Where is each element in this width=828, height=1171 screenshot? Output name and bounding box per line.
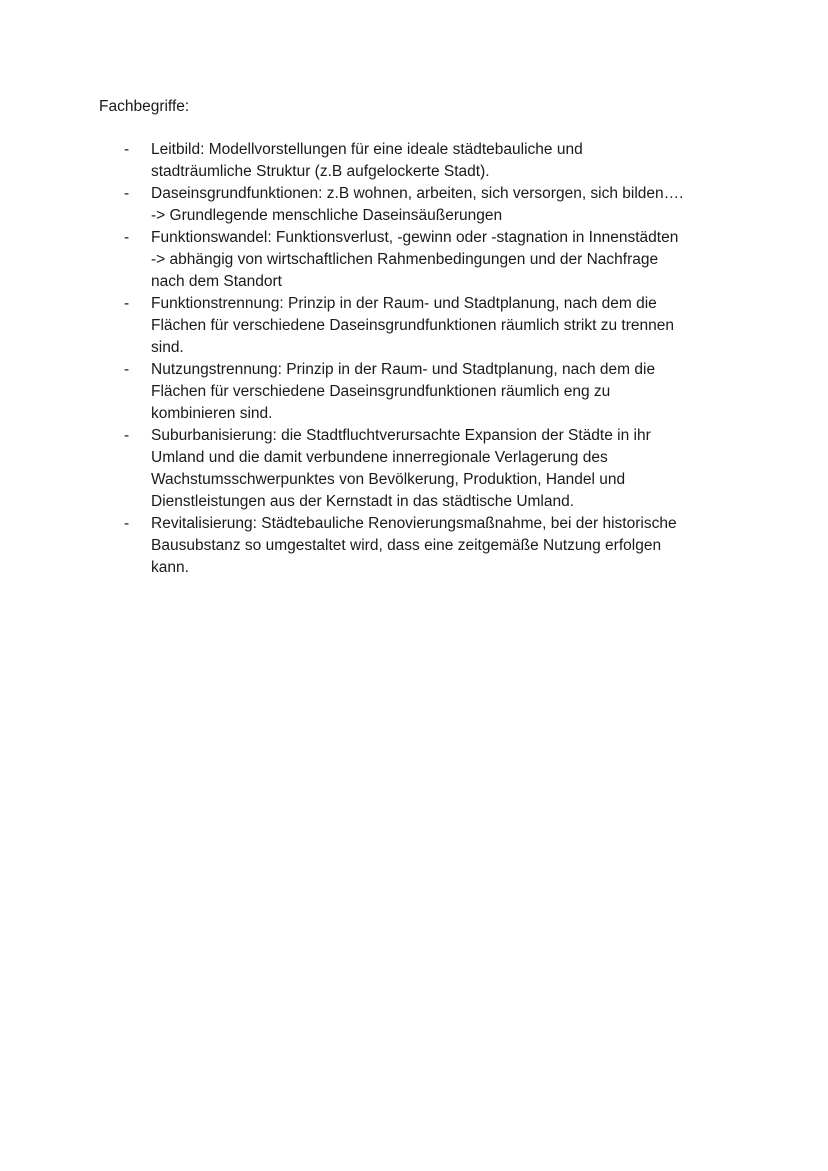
bullet-dash: -	[124, 361, 130, 378]
term-item	[0, 425, 828, 513]
term-text-line: stadträumliche Struktur (z.B aufgelockerte Stadt).	[151, 163, 490, 180]
term-text-line: kann.	[151, 559, 189, 576]
term-text-line: -> Grundlegende menschliche Daseinsäußerungen	[151, 207, 503, 224]
bullet-dash: -	[124, 229, 130, 246]
term-item	[0, 227, 828, 293]
term-text-line: Flächen für verschiedene Daseinsgrundfunktionen räumlich eng zu	[151, 383, 611, 400]
term-text-line: Flächen für verschiedene Daseinsgrundfunktionen räumlich strikt zu trennen	[151, 317, 674, 334]
term-text-line: Bausubstanz so umgestaltet wird, dass eine zeitgemäße Nutzung erfolgen	[151, 537, 662, 554]
bullet-dash: -	[124, 295, 130, 312]
bullet-dash: -	[124, 427, 130, 444]
term-text-line: -> abhängig von wirtschaftlichen Rahmenbedingungen und der Nachfrage	[151, 251, 659, 268]
term-list	[0, 139, 828, 579]
term-text-line: sind.	[151, 339, 184, 356]
term-text-line: Umland und die damit verbundene innerregionale Verlagerung des	[151, 449, 608, 466]
term-text-line: kombinieren sind.	[151, 405, 273, 422]
term-text-line: Funktionswandel: Funktionsverlust, -gewinn oder -stagnation in Innenstädten	[151, 229, 679, 246]
term-text-line: Daseinsgrundfunktionen: z.B wohnen, arbeiten, sich versorgen, sich bilden….	[151, 185, 684, 202]
term-item	[0, 183, 828, 227]
term-text-line: Revitalisierung: Städtebauliche Renovierungsmaßnahme, bei der historische	[151, 515, 677, 532]
term-item	[0, 293, 828, 359]
term-item	[0, 359, 828, 425]
term-text-line: Dienstleistungen aus der Kernstadt in das städtische Umland.	[151, 493, 575, 510]
term-text-line: Funktionstrennung: Prinzip in der Raum- und Stadtplanung, nach dem die	[151, 295, 657, 312]
bullet-dash: -	[124, 515, 130, 532]
term-item	[0, 513, 828, 579]
term-item	[0, 139, 828, 183]
term-text-line: nach dem Standort	[151, 273, 282, 290]
page-heading: Fachbegriffe:	[99, 98, 190, 115]
bullet-dash: -	[124, 141, 130, 158]
term-text-line: Leitbild: Modellvorstellungen für eine ideale städtebauliche und	[151, 141, 583, 158]
bullet-dash: -	[124, 185, 130, 202]
term-text-line: Suburbanisierung: die Stadtfluchtverursachte Expansion der Städte in ihr	[151, 427, 651, 444]
term-text-line: Nutzungstrennung: Prinzip in der Raum- und Stadtplanung, nach dem die	[151, 361, 656, 378]
term-text-line: Wachstumsschwerpunktes von Bevölkerung, Produktion, Handel und	[151, 471, 626, 488]
